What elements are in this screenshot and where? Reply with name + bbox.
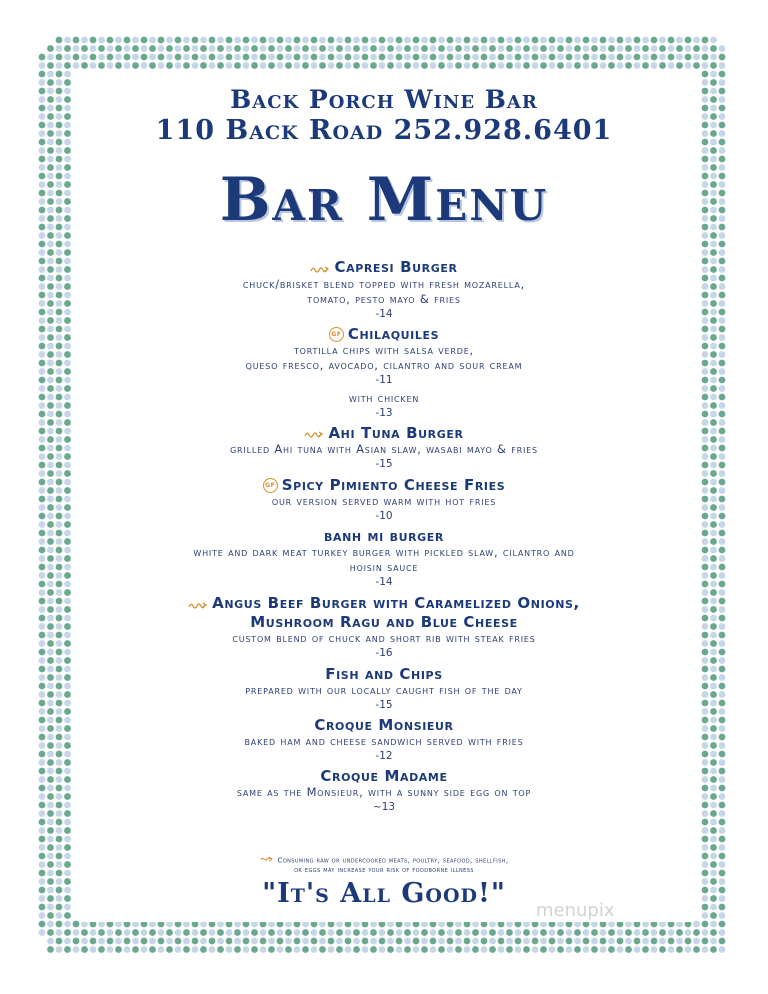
item-description: prepared with our locally caught fish of the day [245, 682, 523, 697]
item-price: -15 [375, 458, 393, 470]
gf-icon: GF [329, 327, 344, 342]
item-price: -15 [375, 698, 393, 711]
item-name: Spicy Pimiento Cheese Fries [281, 476, 506, 494]
item-price: -16 [375, 646, 393, 659]
item-name: Angus Beef Burger with Caramelized Onions, [212, 594, 580, 612]
menu-item [100, 325, 668, 420]
menu-item [100, 716, 668, 763]
squiggle-icon [310, 259, 330, 277]
item-description: same as the Monsieur, with a sunny side egg on top [236, 784, 532, 799]
item-name: Chilaquiles [347, 324, 440, 343]
menu-title: Bar Menu [219, 165, 549, 235]
item-extra: with chicken [348, 390, 420, 405]
item-price: -11 [375, 373, 393, 386]
item-price: -12 [375, 749, 393, 762]
item-price: -14 [375, 576, 393, 588]
item-name: Ahi Tuna Burger [328, 423, 464, 442]
gf-icon: GF [263, 478, 278, 493]
menu-item [100, 767, 668, 814]
item-description: chuck/brisket blend topped with fresh mozarella, [242, 276, 526, 291]
menu-item [100, 424, 668, 472]
item-description: tortilla chips with salsa verde, [293, 342, 475, 357]
squiggle-icon [260, 856, 274, 865]
item-price: ~13 [372, 800, 396, 813]
menu-item [100, 476, 668, 523]
slogan: "It's All Good!" [262, 878, 506, 909]
item-description: tomato, pesto mayo & fries [307, 291, 461, 306]
item-description: baked ham and cheese sandwich served with fries [244, 733, 524, 748]
item-description: custom blend of chuck and short rib with steak fries [232, 630, 536, 645]
address-phone: 110 Back Road 252.928.6401 [155, 115, 613, 146]
bar-name: Back Porch Wine Bar [230, 85, 538, 114]
item-description: hoisin sauce [349, 560, 419, 574]
item-price: -10 [375, 510, 393, 522]
item-description: queso fresco, avocado, cilantro and sour cream [245, 357, 523, 372]
squiggle-icon [188, 595, 208, 613]
item-extra-price: -13 [375, 406, 393, 419]
item-name: banh mi burger [324, 527, 444, 545]
item-name: Croque Monsieur [314, 715, 454, 734]
menu-item [100, 665, 668, 712]
item-name: Capresi Burger [334, 258, 458, 276]
item-description: grilled Ahi tuna with Asian slaw, wasabi mayo & fries [230, 442, 538, 456]
disclaimer-line-1: Consuming raw or undercooked meats, poultry, seafood, shellfish, [277, 856, 509, 865]
menu-item [100, 594, 668, 660]
disclaimer-line-2: or eggs may increase your risk of foodborne illness [294, 865, 474, 874]
item-name: Croque Madame [320, 766, 448, 785]
item-name: Fish and Chips [325, 664, 443, 683]
item-name-line2: Mushroom Ragu and Blue Cheese [250, 612, 518, 631]
watermark: menupix [536, 900, 615, 921]
raw-food-disclaimer [0, 856, 768, 875]
menu-item [100, 258, 668, 321]
item-description: white and dark meat turkey burger with pickled slaw, cilantro and [193, 545, 575, 559]
item-price: -14 [375, 307, 393, 320]
item-description: our version served warm with hot fries [271, 494, 497, 508]
menu-items [100, 258, 668, 814]
menu-item [100, 527, 668, 589]
squiggle-icon [304, 424, 324, 442]
